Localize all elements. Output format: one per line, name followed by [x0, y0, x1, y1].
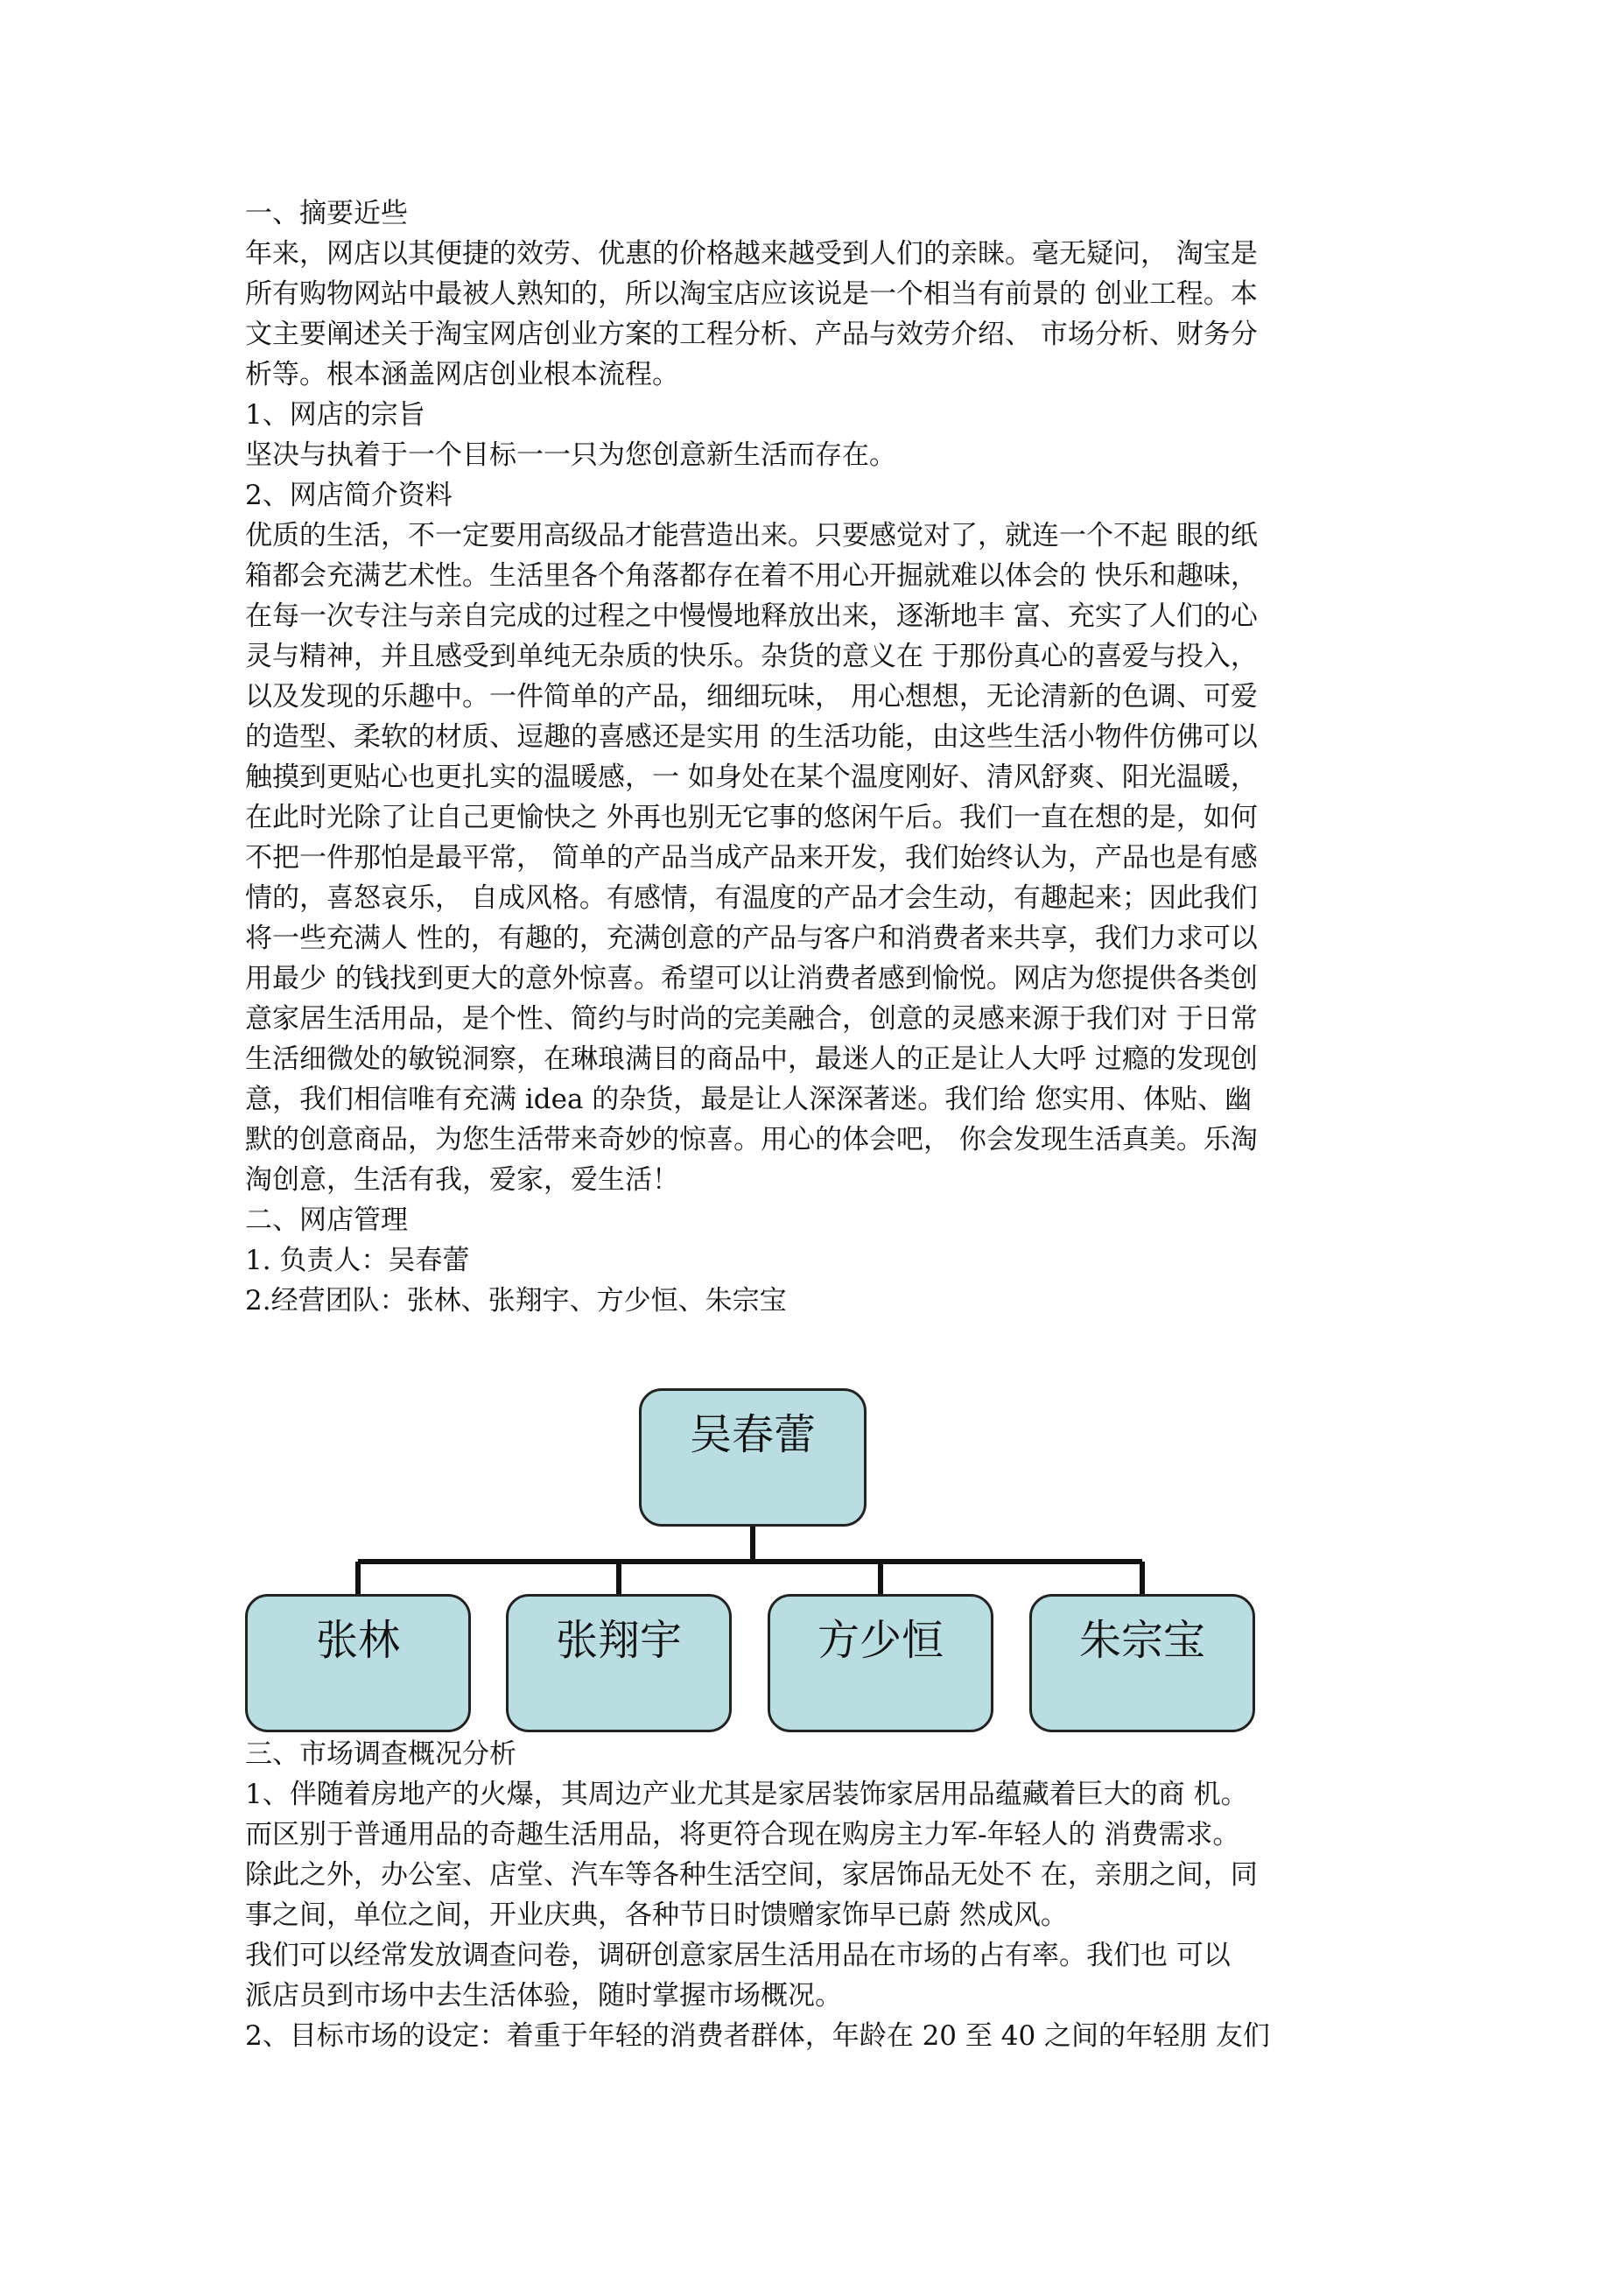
paragraph-line: 1、伴随着房地产的火爆，其周边产业尤其是家居装饰家居用品蕴藏着巨大的商 机。	[245, 1779, 1248, 1810]
org-node-root: 吴春蕾	[639, 1388, 867, 1527]
paragraph-line: 箱都会充满艺术性。生活里各个角落都存在着不用心开掘就难以体会的 快乐和趣味，	[245, 560, 1258, 592]
org-node-child: 朱宗宝	[1029, 1594, 1255, 1732]
paragraph-line: 而区别于普通用品的奇趣生活用品，将更符合现在购房主力军-年轻人的 消费需求。	[245, 1819, 1240, 1850]
paragraph-line: 2、目标市场的设定：着重于年轻的消费者群体，年龄在 20 至 40 之间的年轻朋 友们	[245, 2020, 1270, 2052]
paragraph-line: 2.经营团队：张林、张翔宇、方少恒、朱宗宝	[245, 1285, 787, 1317]
paragraph-line: 在此时光除了让自己更愉快之 外再也别无它事的悠闲午后。我们一直在想的是，如何	[245, 802, 1258, 833]
paragraph-line: 除此之外，办公室、店堂、汽车等各种生活空间，家居饰品无处不 在，亲朋之间，同	[245, 1859, 1258, 1891]
subsection-heading: 2、网店简介资料	[245, 480, 453, 511]
paragraph-line: 文主要阐述关于淘宝网店创业方案的工程分析、产品与效劳介绍、 市场分析、财务分	[245, 319, 1258, 350]
paragraph-line: 默的创意商品，为您生活带来奇妙的惊喜。用心的体会吧， 你会发现生活真美。乐淘	[245, 1124, 1258, 1155]
paragraph-line: 我们可以经常发放调查问卷，调研创意家居生活用品在市场的占有率。我们也 可以	[245, 1940, 1231, 1971]
org-node-child: 方少恒	[768, 1594, 993, 1732]
paragraph-line: 的造型、柔软的材质、逗趣的喜感还是实用 的生活功能，由这些生活小物件仿佛可以	[245, 721, 1258, 753]
paragraph-line: 事之间，单位之间，开业庆典，各种节日时馈赠家饰早已蔚 然成风。	[245, 1899, 1068, 1931]
section-heading: 一、摘要近些	[245, 198, 408, 229]
paragraph-line: 情的，喜怒哀乐， 自成风格。有感情，有温度的产品才会生动，有趣起来；因此我们	[245, 882, 1258, 914]
paragraph-line: 淘创意，生活有我，爱家，爱生活！	[245, 1164, 679, 1196]
paragraph-line: 所有购物网站中最被人熟知的，所以淘宝店应该说是一个相当有前景的 创业工程。本	[245, 278, 1258, 310]
subsection-heading: 1、网店的宗旨	[245, 399, 425, 431]
paragraph-line: 触摸到更贴心也更扎实的温暖感，一 如身处在某个温度刚好、清风舒爽、阳光温暖，	[245, 762, 1258, 793]
paragraph-line: 不把一件那怕是最平常， 简单的产品当成产品来开发，我们始终认为，产品也是有感	[245, 842, 1258, 874]
section-heading: 三、市场调查概况分析	[245, 1738, 516, 1770]
paragraph-line: 意，我们相信唯有充满 idea 的杂货，最是让人深深著迷。我们给 您实用、体贴、幽	[245, 1084, 1253, 1115]
paragraph-line: 析等。根本涵盖网店创业根本流程。	[245, 359, 679, 390]
paragraph-line: 意家居生活用品，是个性、简约与时尚的完美融合，创意的灵感来源于我们对 于日常	[245, 1003, 1258, 1035]
paragraph-line: 用最少 的钱找到更大的意外惊喜。希望可以让消费者感到愉悦。网店为您提供各类创	[245, 963, 1258, 994]
paragraph-line: 将一些充满人 性的，有趣的，充满创意的产品与客户和消费者来共享，我们力求可以	[245, 923, 1258, 954]
section-heading: 二、网店管理	[245, 1204, 408, 1236]
paragraph-line: 以及发现的乐趣中。一件简单的产品，细细玩味， 用心想想，无论清新的色调、可爱	[245, 681, 1258, 713]
org-node-child: 张翔宇	[506, 1594, 732, 1732]
paragraph-line: 在每一次专注与亲自完成的过程之中慢慢地释放出来，逐渐地丰 富、充实了人们的心	[245, 600, 1258, 632]
paragraph-line: 坚决与执着于一个目标一一只为您创意新生活而存在。	[245, 439, 896, 471]
paragraph-line: 1. 负责人：吴春蕾	[245, 1245, 470, 1276]
paragraph-line: 年来，网店以其便捷的效劳、优惠的价格越来越受到人们的亲睐。毫无疑问， 淘宝是	[245, 238, 1258, 270]
paragraph-line: 优质的生活，不一定要用高级品才能营造出来。只要感觉对了，就连一个不起 眼的纸	[245, 520, 1258, 551]
paragraph-line: 生活细微处的敏锐洞察，在琳琅满目的商品中，最迷人的正是让人大呼 过瘾的发现创	[245, 1043, 1258, 1075]
paragraph-line: 派店员到市场中去生活体验，随时掌握市场概况。	[245, 1980, 842, 2012]
paragraph-line: 灵与精神，并且感受到单纯无杂质的快乐。杂货的意义在 于那份真心的喜爱与投入，	[245, 641, 1258, 672]
org-node-child: 张林	[245, 1594, 471, 1732]
